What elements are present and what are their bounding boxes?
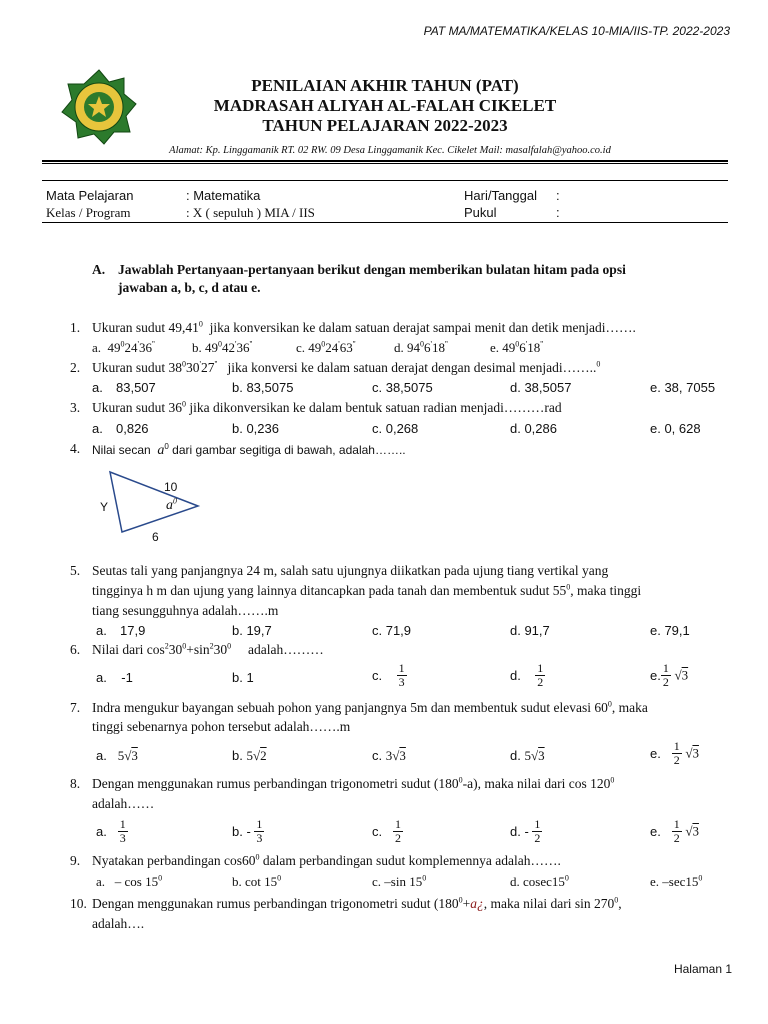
q9-text: Nyatakan perbandingan $\cos 60^0$ dalam perbandingan sudut komplemennya adalah……. <box>92 852 561 868</box>
q3-number: 3. <box>70 400 81 415</box>
q9-option-e[interactable]: e. $-\sec 15^0$ <box>650 873 703 889</box>
q5-line3: tiang sesungguhnya adalah…….m <box>92 603 279 618</box>
triangle-angle-label: $a^0$ <box>166 496 177 513</box>
q8-line2: adalah…… <box>92 796 155 811</box>
triangle-side-hypotenuse: 10 <box>164 480 178 494</box>
q4-text: Nilai secan $a^0$ dari gambar segitiga di bawah, adalah…….. <box>92 442 406 458</box>
q1-option-b[interactable]: b. $49^042'36''$ <box>192 339 253 355</box>
q5-option-d[interactable]: d. 91,7 <box>510 623 550 638</box>
q10-number: 10. <box>70 896 87 911</box>
q3-option-e[interactable]: e. 0, 628 <box>650 421 701 436</box>
page-number: Halaman 1 <box>673 962 732 976</box>
q7-option-c[interactable]: c. 3√3 <box>372 748 406 763</box>
q10-line1: Dengan menggunakan rumus perbandingan trigonometri sudut ($180^0+a¿$, maka nilai dari $\sin 270^0$, <box>92 895 622 911</box>
q2-text: Ukuran sudut $38^030'27''$ jika konversi ke dalam satuan derajat dengan desimal menjadi……..$^0$ <box>92 359 601 375</box>
info-top-rule <box>42 180 728 181</box>
class-value: : X ( sepuluh ) MIA / IIS <box>186 205 315 220</box>
q9-number: 9. <box>70 853 81 868</box>
school-name: MADRASAH ALIYAH AL-FALAH CIKELET <box>213 96 557 115</box>
q7-option-d[interactable]: d. 5√3 <box>510 748 545 763</box>
day-value: : <box>556 188 560 203</box>
q2-option-a-label: a. <box>92 380 103 395</box>
q8-option-b[interactable]: b. - $\frac{1}{3}$ <box>232 817 263 845</box>
q5-line1: Seutas tali yang panjangnya 24 m, salah satu ujungnya diikatkan pada ujung tiang vertikal yang <box>92 563 609 578</box>
q5-option-e[interactable]: e. 79,1 <box>650 623 690 638</box>
q9-option-b[interactable]: b. $\cot 15^0$ <box>232 873 282 889</box>
time-value: : <box>556 205 560 220</box>
q3-option-c[interactable]: c. 0,268 <box>372 421 419 436</box>
q6-number: 6. <box>70 642 81 657</box>
q5-number: 5. <box>70 563 81 578</box>
q2-option-c[interactable]: c. 38,5075 <box>372 380 433 395</box>
q3-option-a[interactable]: 0,826 <box>116 421 149 436</box>
q7-option-b[interactable]: b. 5√2 <box>232 748 267 763</box>
q2-option-e[interactable]: e. 38, 7055 <box>650 380 716 395</box>
q2-number: 2. <box>70 360 81 375</box>
q8-option-d[interactable]: d. - $\frac{1}{2}$ <box>510 817 541 845</box>
q10-line2: adalah…. <box>92 916 145 931</box>
q7-line2: tinggi sebenarnya pohon tersebut adalah…….m <box>92 719 351 734</box>
info-bottom-rule <box>42 222 728 223</box>
q7-line1: Indra mengukur bayangan sebuah pohon yang panjangnya 5m dan membentuk sudut elevasi $60^0$, maka <box>92 699 648 715</box>
q3-option-a-label: a. <box>92 421 103 436</box>
q5-option-c[interactable]: c. 71,9 <box>372 623 412 638</box>
exam-title: PENILAIAN AKHIR TAHUN (PAT) <box>251 76 519 95</box>
q7-option-e[interactable]: e. $\frac{1}{2}$ √3 <box>650 739 699 767</box>
triangle-shape <box>110 472 198 532</box>
subject-value: : Matematika <box>186 188 261 203</box>
q6-option-e[interactable]: e. $\frac{1}{2}$ √3 <box>650 661 689 689</box>
school-address: Alamat: Kp. Linggamanik RT. 02 RW. 09 Desa Linggamanik Kec. Cikelet Mail: masalfalah@yahoo.co.id <box>169 145 611 156</box>
q7-option-a[interactable]: a. 5√3 <box>96 748 138 763</box>
q6-option-b[interactable]: b. 1 <box>232 670 254 685</box>
q2-option-d[interactable]: d. 38,5057 <box>510 380 572 395</box>
q1-number: 1. <box>70 320 81 335</box>
madrasah-logo <box>60 68 138 146</box>
q8-line1: Dengan menggunakan rumus perbandingan trigonometri sudut $(180^0-a)$, maka nilai dari $\cos 120^0$ <box>92 775 615 791</box>
q2-option-a[interactable]: 83,507 <box>116 380 156 395</box>
q9-option-a[interactable]: a. – $\cos 15^0$ <box>96 873 163 889</box>
subject-label: Mata Pelajaran <box>46 188 134 203</box>
q9-option-d[interactable]: d. $cosec15^0$ <box>510 873 569 889</box>
q5-line2: tingginya h m dan ujung yang lainnya ditancapkan pada tanah dan membentuk sudut $55^0$, maka tinggi <box>92 582 642 598</box>
running-header: PAT MA/MATEMATIKA/KELAS 10-MIA/IIS-TP. 2022-2023 <box>423 24 730 38</box>
q6-option-d[interactable]: d. $\frac{1}{2}$ <box>510 661 544 689</box>
q8-option-c[interactable]: c. $\frac{1}{2}$ <box>372 817 401 845</box>
q8-option-e[interactable]: e. $\frac{1}{2}$ √3 <box>650 817 699 845</box>
q6-option-c[interactable]: c. $\frac{1}{3}$ <box>372 661 405 689</box>
q6-text: Nilai dari $\cos^230^0+\sin^230^0$ adalah……… <box>92 641 324 657</box>
q3-option-d[interactable]: d. 0,286 <box>510 421 557 436</box>
academic-year: TAHUN PELAJARAN 2022-2023 <box>262 116 508 135</box>
q8-number: 8. <box>70 776 81 791</box>
q1-option-a[interactable]: a. $49^024'36''$ <box>92 339 155 355</box>
q1-text: Ukuran sudut 49,41$^0$ jika konversikan ke dalam satuan derajat sampai menit dan detik menjadi……. <box>92 319 636 335</box>
q5-option-a-label: a. <box>96 623 107 638</box>
section-letter: A. <box>92 262 106 277</box>
time-label: Pukul <box>464 205 497 220</box>
q1-option-d[interactable]: d. $94^06'18''$ <box>394 339 448 355</box>
q5-option-a[interactable]: 17,9 <box>120 623 146 638</box>
triangle-side-y: Y <box>100 500 109 514</box>
triangle-side-base: 6 <box>152 530 159 544</box>
q4-number: 4. <box>70 441 81 456</box>
q8-option-a[interactable]: a. $\frac{1}{3}$ <box>96 817 126 845</box>
section-instruction-line1: Jawablah Pertanyaan-pertanyaan berikut dengan memberikan bulatan hitam pada opsi <box>118 262 626 277</box>
q9-option-c[interactable]: c. –sin $15^0$ <box>372 873 427 889</box>
q5-option-b[interactable]: b. 19,7 <box>232 623 272 638</box>
q6-option-a[interactable]: a. -1 <box>96 670 133 685</box>
q2-option-b[interactable]: b. 83,5075 <box>232 380 294 395</box>
q3-option-b[interactable]: b. 0,236 <box>232 421 279 436</box>
q3-text: Ukuran sudut $36^0$ jika dikonversikan ke dalam bentuk satuan radian menjadi………rad <box>92 399 562 415</box>
q1-option-c[interactable]: c. $49^024'63''$ <box>296 339 356 355</box>
header-rule-thin <box>42 163 728 164</box>
q7-number: 7. <box>70 700 81 715</box>
section-instruction-line2: jawaban a, b, c, d atau e. <box>118 280 261 295</box>
q1-option-e[interactable]: e. $49^06'18''$ <box>490 339 544 355</box>
class-label: Kelas / Program <box>46 205 131 220</box>
day-label: Hari/Tanggal <box>464 188 537 203</box>
header-rule <box>42 160 728 162</box>
